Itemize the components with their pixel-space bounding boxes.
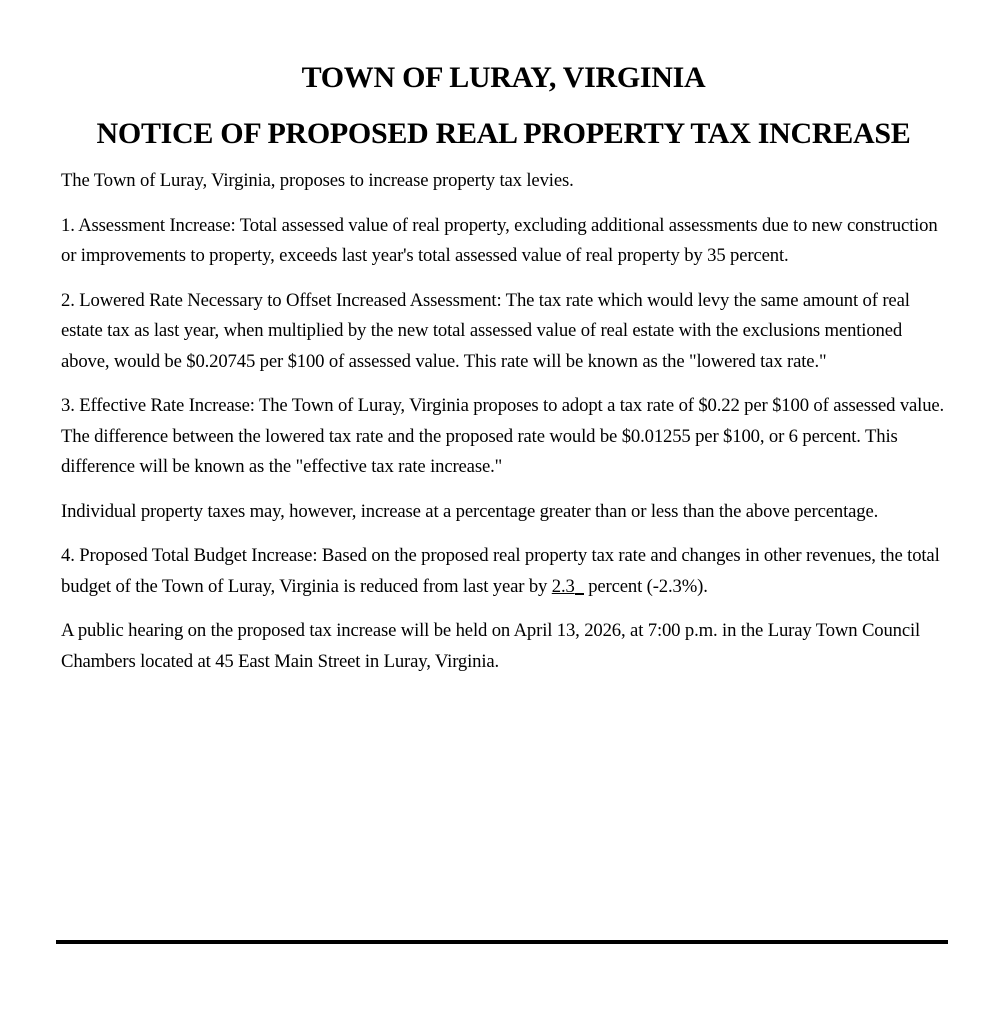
budget-increase-paragraph bbox=[61, 541, 946, 602]
blank-underline bbox=[575, 593, 584, 595]
town-title: TOWN OF LURAY, VIRGINIA bbox=[301, 61, 706, 94]
notice-document bbox=[61, 56, 946, 691]
budget-text-before: 4. Proposed Total Budget Increase: Based on the proposed real property tax rate and changes in other revenues, the total budget of the Town of Luray, Virginia is reduced from last year by bbox=[61, 545, 940, 597]
individual-taxes-paragraph: Individual property taxes may, however, increase at a percentage greater than or less than the above percentage. bbox=[61, 500, 879, 522]
budget-reduction-value: 2.3 bbox=[551, 575, 575, 597]
effective-rate-paragraph: 3. Effective Rate Increase: The Town of Luray, Virginia proposes to adopt a tax rate of $0.22 per $100 of assessed value. The difference between the lowered tax rate and the proposed rate would be $0.01255 per $100, or 6 percent. This difference will be known as the "effective tax rate increase." bbox=[61, 395, 945, 477]
bottom-rule-divider bbox=[56, 940, 948, 944]
public-hearing-paragraph: A public hearing on the proposed tax increase will be held on April 13, 2026, at 7:00 p.m. in the Luray Town Council Chambers located at 45 East Main Street in Luray, Virginia. bbox=[61, 620, 921, 672]
assessment-increase-paragraph: 1. Assessment Increase: Total assessed value of real property, excluding additional assessments due to new construction or improvements to property, exceeds last year's total assessed value of real property by 35 percent. bbox=[61, 214, 938, 266]
budget-text-after: percent (-2.3%). bbox=[583, 575, 708, 597]
lowered-rate-paragraph: 2. Lowered Rate Necessary to Offset Increased Assessment: The tax rate which would levy the same amount of real estate tax as last year, when multiplied by the new total assessed value of real estate with the exclusions mentioned above, would be $0.20745 per $100 of assessed value. This rate will be known as the "lowered tax rate." bbox=[61, 289, 910, 372]
notice-title: NOTICE OF PROPOSED REAL PROPERTY TAX INCREASE bbox=[96, 117, 911, 150]
intro-paragraph: The Town of Luray, Virginia, proposes to increase property tax levies. bbox=[61, 170, 574, 191]
